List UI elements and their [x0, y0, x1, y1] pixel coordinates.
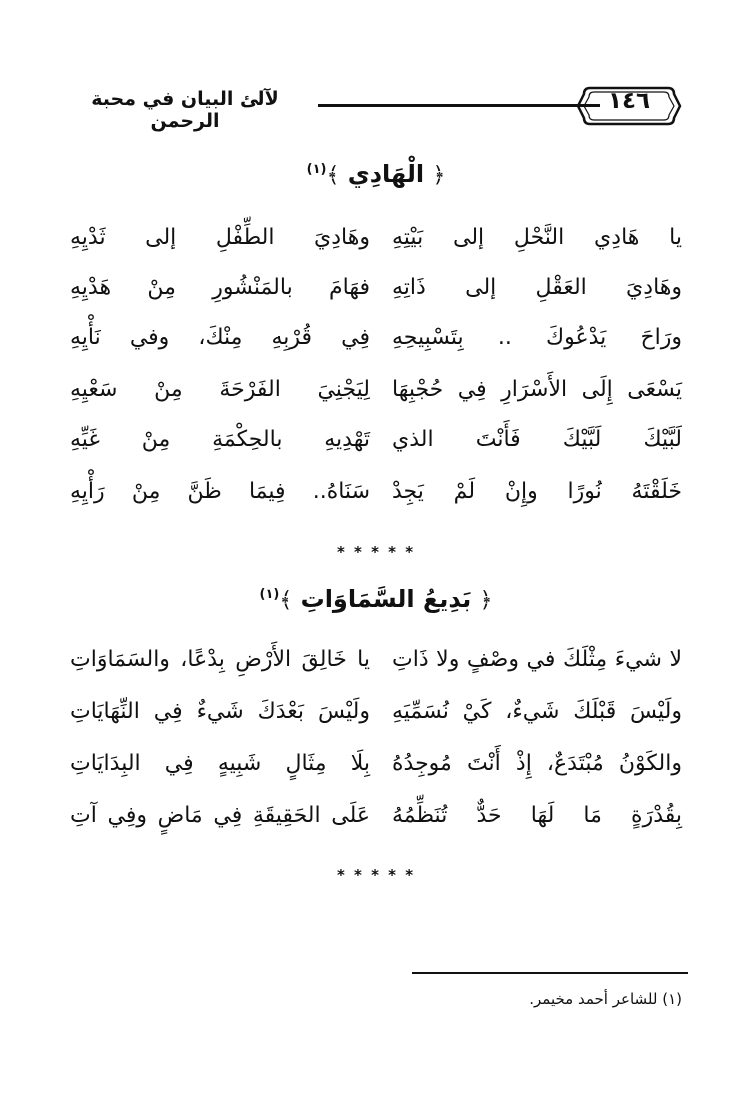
verse-second-hemistich: سَنَاهُ.. فِيمَا ظَنَّ مِنْ رَأْيِهِ: [70, 479, 370, 504]
verse-first-hemistich: لا شيءَ مِثْلَكَ في وصْفٍ ولا ذَاتِ: [392, 647, 682, 672]
ornament-open: ﴿: [479, 588, 493, 613]
section-separator: * * * * *: [336, 543, 416, 561]
verse-second-hemistich: بِلَا مِثَالٍ شَبِيهٍ فِي البِدَايَاتِ: [70, 751, 370, 776]
verse-line: [0, 744, 752, 784]
verse-second-hemistich: تَهْدِيهِ بالحِكْمَةِ مِنْ غَيِّهِ: [70, 427, 370, 452]
ornament-close: ﴾: [326, 163, 340, 188]
verse-line: [0, 420, 752, 460]
verse-line: [0, 640, 752, 680]
verse-line: [0, 692, 752, 732]
verse-second-hemistich: ولَيْسَ بَعْدَكَ شَيءٌ فِي النِّهَايَاتِ: [70, 699, 370, 724]
verse-second-hemistich: لِيَجْنِيَ الفَرْحَةَ مِنْ سَعْيِهِ: [70, 377, 370, 402]
verse-line: [0, 472, 752, 512]
verse-line: [0, 796, 752, 836]
verse-second-hemistich: يا خَالِقَ الأَرْضِ بِدْعًا، والسَمَاوَاتِ: [70, 647, 370, 672]
verse-first-hemistich: ورَاحَ يَدْعُوكَ .. بِتَسْبِيحِهِ: [392, 325, 682, 350]
footnote-ref: (١): [306, 162, 327, 177]
verse-second-hemistich: فِي قُرْبِهِ مِنْكَ، وفي نَأْيِهِ: [70, 325, 370, 350]
section-title: بَدِيعُ السَّمَاوَاتِ: [300, 585, 472, 613]
verse-first-hemistich: يا هَادِي النَّحْلِ إلى بَيْتِهِ: [392, 225, 682, 250]
verse-first-hemistich: خَلَقْتَهُ نُورًا وإِنْ لَمْ يَجِدْ: [392, 479, 682, 504]
section-title: الْهَادِي: [347, 160, 425, 188]
verse-line: [0, 218, 752, 258]
footnote-ref: (١): [259, 587, 280, 602]
verse-line: [0, 370, 752, 410]
footnote-text: (١) للشاعر أحمد مخيمر.: [529, 990, 682, 1008]
ornament-close: ﴾: [279, 588, 293, 613]
header-rule: [318, 104, 600, 107]
section-heading-al-hadi: [0, 160, 752, 188]
verse-first-hemistich: والكَوْنُ مُبْتَدَعٌ، إِذْ أَنْتَ مُوجِدُهُ: [392, 751, 682, 776]
verse-first-hemistich: لَبَّيْكَ لَبَّيْكَ فَأَنْتَ الذي: [392, 427, 682, 452]
verse-second-hemistich: وهَادِيَ الطِّفْلِ إلى ثَدْيِهِ: [70, 225, 370, 250]
section-separator: * * * * *: [336, 866, 416, 884]
verse-second-hemistich: عَلَى الحَقِيقَةِ فِي مَاضٍ وفِي آتِ: [70, 803, 370, 828]
verse-second-hemistich: فهَامَ بالمَنْشُورِ مِنْ هَدْيِهِ: [70, 275, 370, 300]
verse-line: [0, 318, 752, 358]
verse-first-hemistich: بِقُدْرَةٍ مَا لَهَا حَدٌّ تُنَظِّمُهُ: [392, 803, 682, 828]
ornament-open: ﴿: [432, 163, 446, 188]
verse-line: [0, 268, 752, 308]
page-number: ١٤٦: [607, 88, 651, 114]
footnote-rule: [412, 972, 688, 974]
book-title: لآلئ البيان في محبة الرحمن: [91, 88, 279, 132]
verse-first-hemistich: وهَادِيَ العَقْلِ إلى ذَاتِهِ: [392, 275, 682, 300]
verse-first-hemistich: ولَيْسَ قَبْلَكَ شَيءٌ، كَيْ نُسَمِّيَهِ: [392, 699, 682, 724]
section-heading-badi-al-samawat: [0, 585, 752, 613]
verse-first-hemistich: يَسْعَى إِلَى الأَسْرَارِ فِي حُجْبِهَا: [392, 377, 682, 402]
